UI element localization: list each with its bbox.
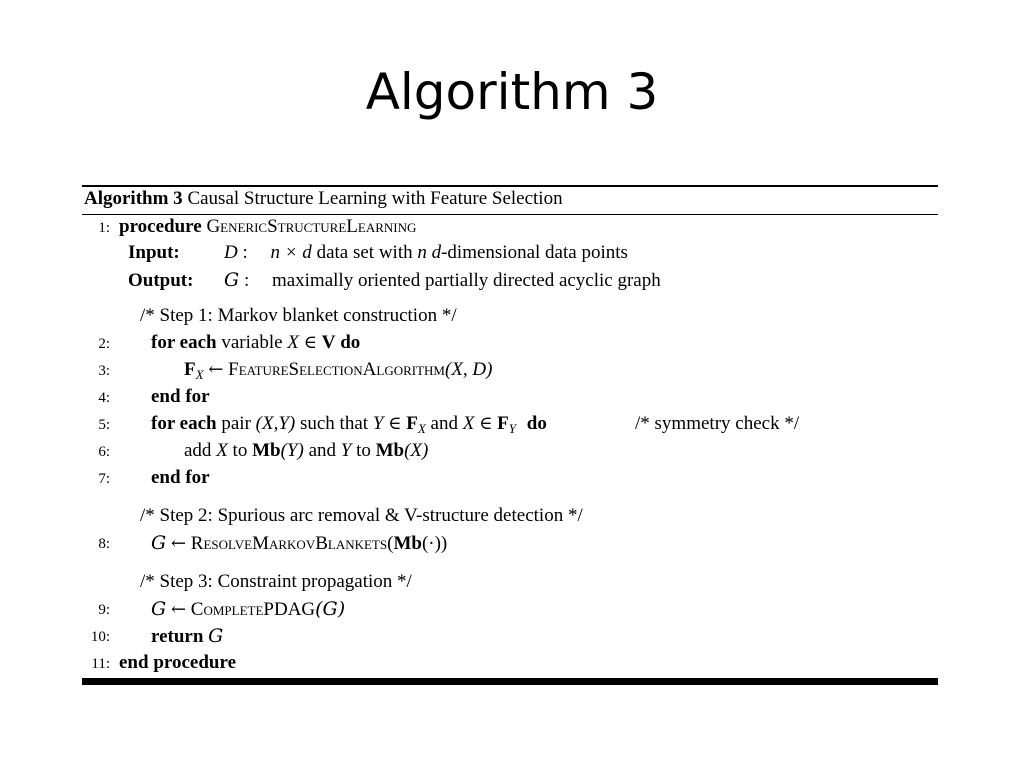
line-number: 7:	[98, 471, 110, 487]
line-add-mb	[184, 439, 428, 463]
l3-arrow: ←	[208, 359, 224, 380]
l3-args: (X, D)	[445, 359, 493, 380]
output-var: G	[224, 269, 240, 291]
l8-mb: Mb	[393, 533, 422, 554]
keyword-for-each: for each	[151, 332, 217, 353]
line-input	[128, 241, 628, 265]
caption-text: Causal Structure Learning with Feature Selection	[187, 188, 563, 209]
keyword-do: do	[340, 332, 361, 353]
l6-mb2: Mb	[375, 440, 405, 461]
line-number: 9:	[98, 602, 110, 618]
l6-mb: Mb	[252, 440, 281, 461]
l5-f: F	[406, 413, 418, 434]
line-number: 4:	[98, 390, 110, 406]
l8-g: G	[151, 532, 167, 554]
l3-f: F	[184, 359, 196, 380]
l5-in: ∈	[388, 413, 402, 434]
input-dims: n × d	[270, 242, 312, 263]
line-number: 10:	[90, 629, 110, 645]
output-colon: :	[243, 270, 250, 291]
line-number: 8:	[98, 536, 110, 552]
l3-sub: X	[195, 367, 204, 382]
l5-x: X	[462, 413, 475, 434]
l8-func: ResolveMarkovBlankets	[190, 533, 388, 554]
l6-px: (X)	[404, 440, 429, 461]
l6-py: (Y)	[280, 440, 304, 461]
l6-and: and	[308, 440, 336, 461]
l5-in2: ∈	[479, 413, 493, 434]
line-for-variable	[151, 331, 360, 355]
l9-arrow: ←	[170, 599, 187, 620]
l9-args: (G)	[315, 598, 346, 620]
l6-y: Y	[340, 440, 352, 461]
line-procedure	[119, 215, 416, 239]
keyword-input: Input:	[128, 242, 180, 263]
l8-args: (·))	[421, 533, 448, 554]
input-colon: :	[242, 242, 248, 263]
l6-x: X	[216, 440, 228, 461]
procedure-name: GenericStructureLearning	[206, 216, 417, 237]
l5-f2: F	[497, 413, 509, 434]
l5-subx: X	[417, 421, 426, 436]
line-number: 3:	[98, 363, 110, 379]
caption-label: Algorithm 3	[84, 188, 183, 209]
l5-y: Y	[372, 413, 384, 434]
input-desc: data set with	[316, 242, 413, 263]
line-feature-selection	[184, 358, 492, 383]
comment-step3: /* Step 3: Constraint propagation */	[140, 571, 412, 592]
input-var: D	[224, 242, 238, 263]
line-output	[128, 268, 661, 293]
line-number: 5:	[98, 417, 110, 433]
l2-in: ∈	[303, 332, 317, 353]
keyword-return: return	[151, 626, 204, 647]
l8-open: (	[387, 533, 394, 554]
input-desc-tail: -dimensional data points	[441, 242, 628, 263]
algorithm-box	[82, 185, 938, 685]
line-number: 6:	[98, 444, 110, 460]
line-for-pair	[151, 412, 547, 437]
keyword-do: do	[526, 413, 547, 434]
l5-such-that: such that	[299, 413, 369, 434]
l6-to: to	[232, 440, 248, 461]
line-return	[151, 624, 223, 649]
keyword-end-for: end for	[151, 386, 210, 407]
input-n: n	[417, 242, 427, 263]
output-desc: maximally oriented partially directed acyclic graph	[271, 270, 661, 291]
l2-x: X	[287, 332, 299, 353]
keyword-procedure: procedure	[119, 216, 202, 237]
keyword-end-for: end for	[151, 467, 210, 488]
line-number: 11:	[91, 656, 110, 672]
comment-step1: /* Step 1: Markov blanket construction */	[140, 305, 457, 326]
l9-g: G	[151, 598, 167, 620]
l5-and: and	[430, 413, 458, 434]
l6-to2: to	[356, 440, 371, 461]
keyword-for-each: for each	[151, 413, 217, 434]
l2-text: variable	[221, 332, 283, 353]
slide-title: Algorithm 3	[365, 63, 659, 121]
bottom-rule	[82, 678, 938, 685]
input-d: d	[431, 242, 442, 263]
keyword-output: Output:	[128, 270, 194, 291]
l5-pair: pair	[221, 413, 251, 434]
comment-step2: /* Step 2: Spurious arc removal & V-structure detection */	[140, 505, 583, 526]
line-number: 1:	[98, 220, 110, 236]
l5-suby: Y	[508, 421, 516, 436]
l2-v: V	[321, 332, 336, 353]
l9-func2: PDAG	[263, 599, 316, 620]
keyword-end-procedure: end procedure	[119, 652, 236, 673]
line-complete-pdag	[151, 597, 345, 622]
comment-symmetry: /* symmetry check */	[635, 413, 800, 434]
l10-g: G	[208, 625, 224, 647]
l5-xy: (X,Y)	[255, 413, 296, 434]
algorithm-caption	[84, 187, 563, 211]
l3-func: FeatureSelectionAlgorithm	[228, 359, 445, 380]
line-number: 2:	[98, 336, 110, 352]
l8-arrow: ←	[170, 533, 187, 554]
l6-add: add	[184, 440, 212, 461]
l9-func: Complete	[190, 599, 264, 620]
line-resolve-blankets	[151, 531, 447, 556]
